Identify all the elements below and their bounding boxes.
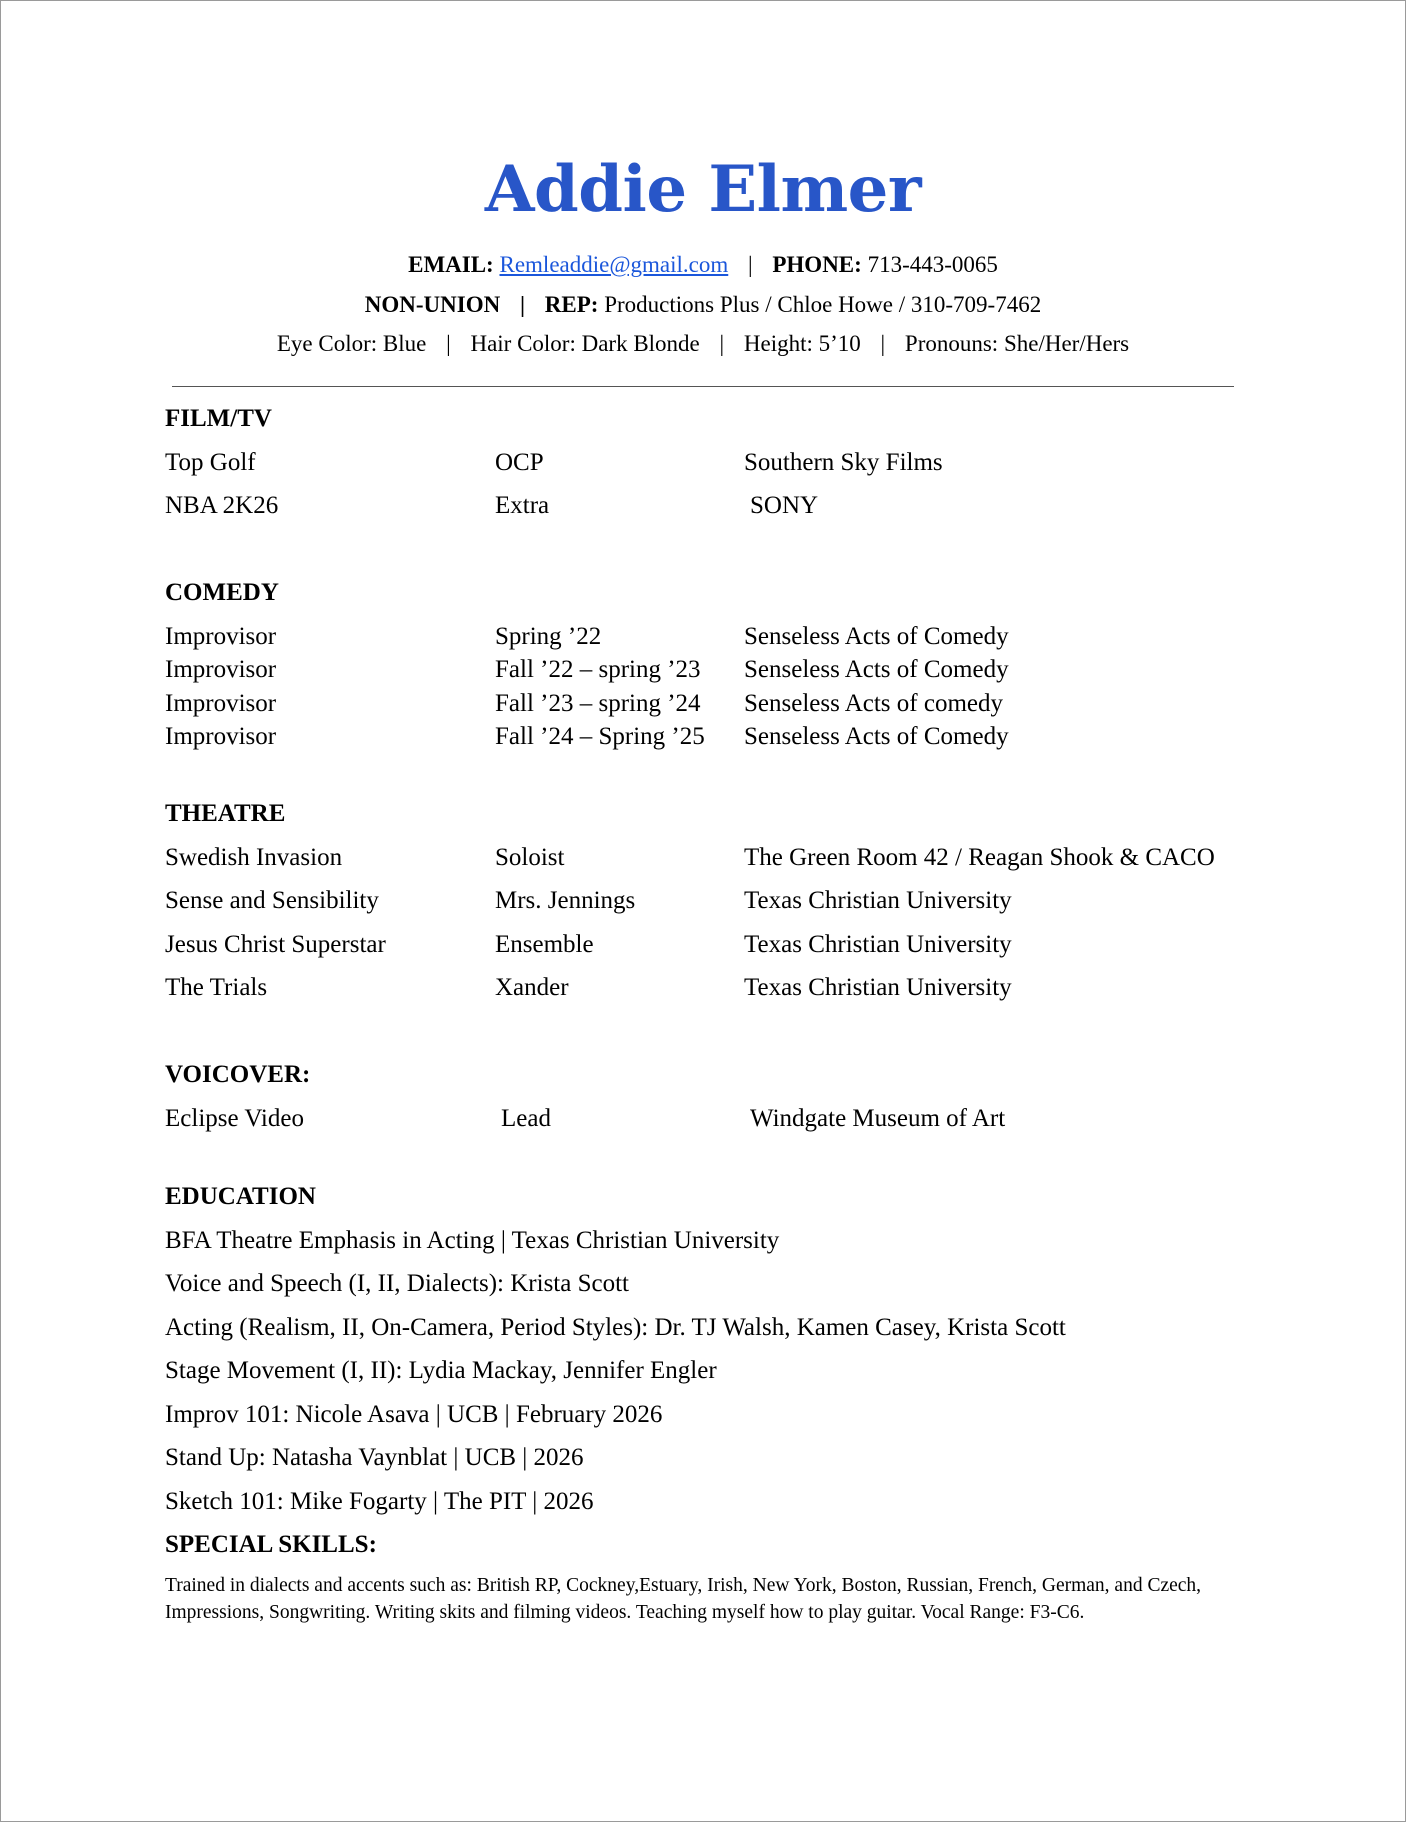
credit-project: Eclipse Video [165,1105,304,1132]
education-line: Sketch 101: Mike Fogarty | The PIT | 2026 [165,1488,594,1515]
phone-label: PHONE: [772,252,862,277]
section-title-special-skills: SPECIAL SKILLS: [165,1531,377,1558]
credit-role: Lead [501,1105,551,1132]
credit-project: Jesus Christ Superstar [165,931,386,958]
credit-project: The Trials [165,974,268,1001]
credit-role: OCP [495,449,544,476]
separator: | [446,331,451,356]
header-divider [172,386,1234,387]
credit-project: Improvisor [165,623,277,650]
credit-role: Fall ’22 – spring ’23 [495,656,701,683]
rep-label: REP: [544,292,599,317]
credit-role: Fall ’24 – Spring ’25 [495,723,705,750]
education-line: Stand Up: Natasha Vaynblat | UCB | 2026 [165,1444,584,1471]
credit-company: Texas Christian University [744,887,1012,914]
credit-company: Texas Christian University [744,974,1012,1001]
email-label: EMAIL: [408,252,494,277]
credit-company: SONY [750,492,819,519]
credit-role: Xander [495,974,569,1001]
separator: | [880,331,886,356]
education-line: Voice and Speech (I, II, Dialects): Krista Scott [165,1270,629,1297]
credit-project: Improvisor [165,723,277,750]
section-title-comedy: COMEDY [165,579,279,606]
education-line: BFA Theatre Emphasis in Acting | Texas Christian University [165,1227,780,1254]
rep-value: Productions Plus / Chloe Howe / 310-709-7462 [604,292,1042,317]
credit-company: Senseless Acts of Comedy [744,656,1009,683]
resume-name: Addie Elmer [484,152,922,227]
separator: | [519,292,526,317]
credit-company: Texas Christian University [744,931,1012,958]
credit-role: Spring ’22 [495,623,602,650]
section-title-voiceover: VOICOVER: [165,1061,311,1088]
education-line: Stage Movement (I, II): Lydia Mackay, Jennifer Engler [165,1357,717,1384]
section-title-theatre: THEATRE [165,800,286,827]
height: Height: 5’10 [743,331,861,356]
credit-company: The Green Room 42 / Reagan Shook & CACO [744,844,1215,871]
separator: | [719,331,725,356]
email-link[interactable]: Remleaddie@gmail.com [499,252,729,277]
credit-company: Senseless Acts of Comedy [744,723,1009,750]
credit-project: NBA 2K26 [165,492,279,519]
eye-color: Eye Color: Blue [276,331,427,356]
separator: | [748,252,753,277]
credit-project: Swedish Invasion [165,844,343,871]
pronouns: Pronouns: She/Her/Hers [904,331,1130,356]
credit-company: Southern Sky Films [744,449,943,476]
union-status: NON-UNION [364,292,501,317]
credit-project: Improvisor [165,656,277,683]
credit-company: Senseless Acts of Comedy [744,623,1009,650]
credit-role: Soloist [495,844,565,871]
hair-color: Hair Color: Dark Blonde [470,331,700,356]
special-skills-text: Trained in dialects and accents such as: British RP, Cockney,Estuary, Irish, New York, Boston, Russian, French, German, and Czech, Impressions, Songwriting. Writing skits and filming videos. Teaching myself how to play guitar. Vocal Range: F3-C6. [165,1575,1202,1623]
contact-line-3 [0,330,1406,358]
education-line: Acting (Realism, II, On-Camera, Period Styles): Dr. TJ Walsh, Kamen Casey, Krista Scott [165,1314,1066,1341]
education-line: Improv 101: Nicole Asava | UCB | February 2026 [165,1401,663,1428]
contact-line-2 [0,291,1406,319]
credit-company: Senseless Acts of comedy [744,690,1003,717]
credit-role: Fall ’23 – spring ’24 [495,690,701,717]
credit-project: Sense and Sensibility [165,887,379,914]
credit-project: Top Golf [165,449,256,476]
credit-role: Mrs. Jennings [495,887,636,914]
credit-role: Extra [495,492,550,519]
section-title-film-tv: FILM/TV [165,405,272,432]
section-title-education: EDUCATION [165,1183,316,1210]
phone-value: 713-443-0065 [867,252,998,277]
credit-role: Ensemble [495,931,594,958]
credit-company: Windgate Museum of Art [750,1105,1006,1132]
contact-line-1 [0,251,1406,279]
credit-project: Improvisor [165,690,277,717]
